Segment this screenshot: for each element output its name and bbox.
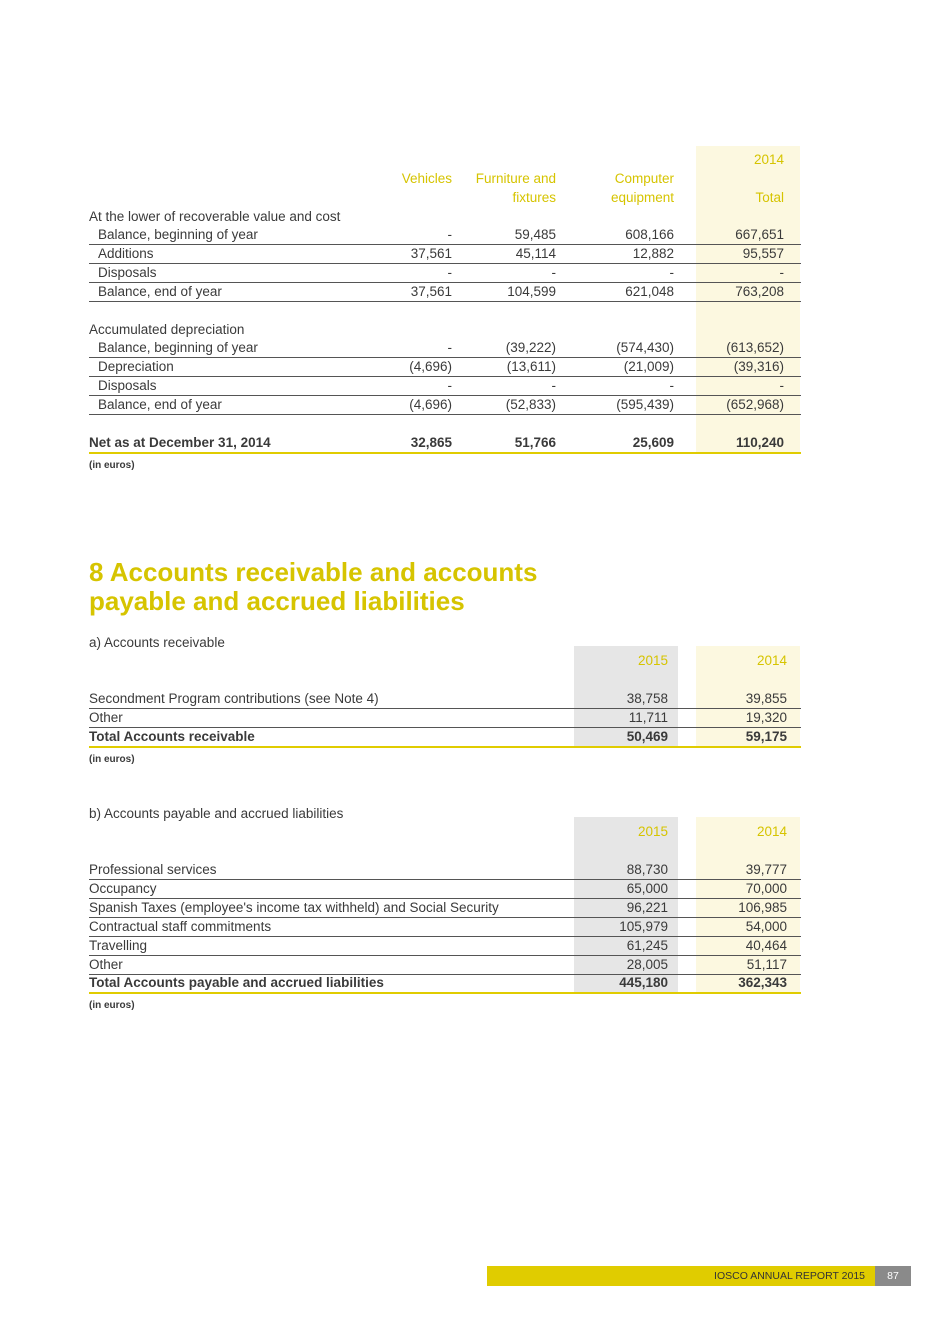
value-computer: 12,882 bbox=[632, 246, 674, 261]
table-row bbox=[89, 377, 801, 396]
row-label: Contractual staff commitments bbox=[89, 919, 272, 934]
col-header-furniture-l1: Furniture and bbox=[475, 171, 556, 186]
table-row bbox=[89, 358, 801, 377]
unit-note-3: (in euros) bbox=[89, 1000, 135, 1011]
section-title-cost: At the lower of recoverable value and cost bbox=[89, 209, 341, 224]
receivable-title: a) Accounts receivable bbox=[89, 635, 225, 650]
col-header-computer-l1: Computer bbox=[614, 171, 674, 186]
value-furniture: - bbox=[551, 378, 556, 393]
row-label: Other bbox=[89, 957, 123, 972]
row-label: Travelling bbox=[89, 938, 148, 953]
value-2014: 106,985 bbox=[738, 900, 787, 915]
payable-col-2014: 2014 bbox=[756, 824, 787, 839]
row-label: Disposals bbox=[98, 265, 157, 280]
table-row bbox=[89, 283, 801, 302]
table-row bbox=[89, 396, 801, 415]
page-footer bbox=[487, 1266, 911, 1286]
value-2014: 51,117 bbox=[746, 957, 787, 972]
table-row bbox=[89, 264, 801, 283]
footer-report-title: IOSCO ANNUAL REPORT 2015 bbox=[714, 1270, 865, 1282]
heading-line-1: 8 Accounts receivable and accounts bbox=[89, 557, 538, 587]
value-furniture: - bbox=[551, 265, 556, 280]
table-row bbox=[89, 226, 801, 245]
value-furniture: 45,114 bbox=[515, 246, 556, 261]
row-rule bbox=[89, 414, 801, 415]
value-computer: - bbox=[669, 265, 674, 280]
net-vehicles: 32,865 bbox=[410, 435, 452, 450]
year-header: 2014 bbox=[753, 152, 784, 167]
row-label: Secondment Program contributions (see Note 4) bbox=[89, 691, 379, 706]
row-label: Balance, end of year bbox=[98, 284, 222, 299]
table-row bbox=[89, 709, 801, 728]
net-furniture: 51,766 bbox=[514, 435, 556, 450]
net-row bbox=[89, 434, 801, 453]
value-vehicles: - bbox=[447, 340, 452, 355]
row-label: Disposals bbox=[98, 378, 157, 393]
table-row bbox=[89, 690, 801, 709]
receivable-total-rule bbox=[89, 746, 801, 748]
col-header-computer-l2: equipment bbox=[610, 190, 674, 205]
value-computer: (595,439) bbox=[616, 397, 674, 412]
value-2014: 54,000 bbox=[745, 919, 787, 934]
receivable-total-label: Total Accounts receivable bbox=[89, 729, 255, 744]
value-2015: 88,730 bbox=[626, 862, 668, 877]
payable-total-2015: 445,180 bbox=[619, 975, 668, 990]
value-total: 95,557 bbox=[742, 246, 784, 261]
value-furniture: 59,485 bbox=[514, 227, 556, 242]
table-row bbox=[89, 880, 801, 899]
col-header-vehicles: Vehicles bbox=[401, 171, 452, 186]
value-2014: 19,320 bbox=[745, 710, 787, 725]
value-vehicles: - bbox=[447, 227, 452, 242]
value-computer: (574,430) bbox=[616, 340, 674, 355]
value-vehicles: (4,696) bbox=[409, 397, 452, 412]
table-row bbox=[89, 956, 801, 975]
value-vehicles: - bbox=[447, 378, 452, 393]
row-label: Balance, beginning of year bbox=[98, 340, 258, 355]
value-computer: 621,048 bbox=[625, 284, 674, 299]
value-2015: 38,758 bbox=[626, 691, 668, 706]
net-total: 110,240 bbox=[735, 435, 784, 450]
value-2014: 39,855 bbox=[745, 691, 787, 706]
table-row bbox=[89, 245, 801, 264]
net-computer: 25,609 bbox=[632, 435, 674, 450]
payable-total-2014: 362,343 bbox=[738, 975, 787, 990]
table-row bbox=[89, 861, 801, 880]
receivable-total-2015: 50,469 bbox=[626, 729, 668, 744]
value-total: 667,651 bbox=[735, 227, 784, 242]
value-2015: 61,245 bbox=[626, 938, 668, 953]
table-row bbox=[89, 918, 801, 937]
row-label: Balance, beginning of year bbox=[98, 227, 258, 242]
value-vehicles: 37,561 bbox=[410, 284, 452, 299]
value-furniture: 104,599 bbox=[507, 284, 556, 299]
receivable-rows bbox=[89, 690, 801, 728]
net-row-label: Net as at December 31, 2014 bbox=[89, 435, 271, 450]
payable-total-rule bbox=[89, 992, 801, 994]
row-label: Spanish Taxes (employee's income tax withheld) and Social Security bbox=[89, 900, 499, 915]
row-rule bbox=[89, 301, 801, 302]
unit-note-1: (in euros) bbox=[89, 460, 135, 471]
table-row bbox=[89, 899, 801, 918]
col-header-furniture-l2: fixtures bbox=[512, 190, 556, 205]
value-total: - bbox=[779, 265, 784, 280]
payable-col-2015: 2015 bbox=[637, 824, 668, 839]
unit-note-2: (in euros) bbox=[89, 754, 135, 765]
row-label: Other bbox=[89, 710, 123, 725]
row-label: Additions bbox=[98, 246, 154, 261]
payable-rows bbox=[89, 861, 801, 975]
row-label: Depreciation bbox=[98, 359, 174, 374]
value-total: (39,316) bbox=[733, 359, 784, 374]
value-2014: 40,464 bbox=[745, 938, 787, 953]
value-computer: 608,166 bbox=[625, 227, 674, 242]
heading-line-2: payable and accrued liabilities bbox=[89, 586, 465, 616]
value-2014: 70,000 bbox=[745, 881, 787, 896]
value-computer: (21,009) bbox=[623, 359, 674, 374]
payable-total-row bbox=[89, 974, 801, 993]
table-row bbox=[89, 937, 801, 956]
value-total: (613,652) bbox=[726, 340, 784, 355]
value-vehicles: - bbox=[447, 265, 452, 280]
value-2015: 105,979 bbox=[619, 919, 668, 934]
value-total: 763,208 bbox=[735, 284, 784, 299]
receivable-total-row bbox=[89, 728, 801, 747]
value-2014: 39,777 bbox=[745, 862, 787, 877]
payable-title: b) Accounts payable and accrued liabilities bbox=[89, 806, 344, 821]
value-vehicles: 37,561 bbox=[410, 246, 452, 261]
value-2015: 11,711 bbox=[628, 710, 668, 725]
col-header-total: Total bbox=[755, 190, 784, 205]
row-label: Occupancy bbox=[89, 881, 157, 896]
net-row-rule bbox=[89, 452, 801, 454]
depreciation-rows bbox=[89, 339, 801, 415]
receivable-col-2015: 2015 bbox=[637, 653, 668, 668]
value-furniture: (52,833) bbox=[505, 397, 556, 412]
value-vehicles: (4,696) bbox=[409, 359, 452, 374]
receivable-total-2014: 59,175 bbox=[745, 729, 787, 744]
value-furniture: (13,611) bbox=[506, 359, 556, 374]
receivable-col-2014: 2014 bbox=[756, 653, 787, 668]
value-total: (652,968) bbox=[726, 397, 784, 412]
page-number: 87 bbox=[875, 1266, 911, 1286]
cost-rows bbox=[89, 226, 801, 302]
row-label: Balance, end of year bbox=[98, 397, 222, 412]
table-row bbox=[89, 339, 801, 358]
value-2015: 96,221 bbox=[626, 900, 668, 915]
value-total: - bbox=[779, 378, 784, 393]
value-furniture: (39,222) bbox=[505, 340, 556, 355]
value-2015: 65,000 bbox=[626, 881, 668, 896]
row-label: Professional services bbox=[89, 862, 217, 877]
payable-total-label: Total Accounts payable and accrued liabilities bbox=[89, 975, 384, 990]
value-computer: - bbox=[669, 378, 674, 393]
value-2015: 28,005 bbox=[626, 957, 668, 972]
section-title-depreciation: Accumulated depreciation bbox=[89, 322, 245, 337]
